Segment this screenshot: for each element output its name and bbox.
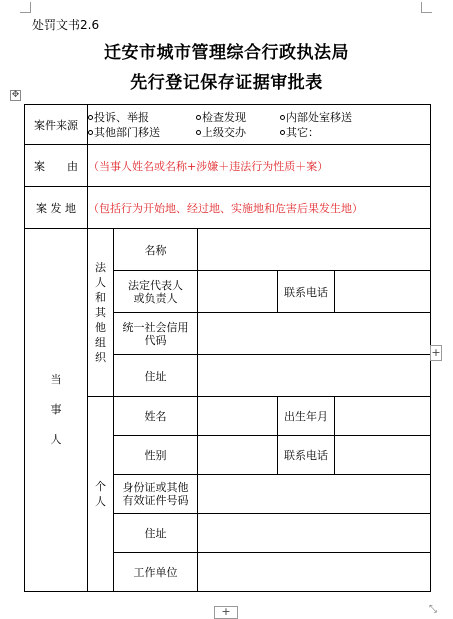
option-other[interactable]: 其它： [280, 125, 319, 140]
gender-label: 性别 [114, 436, 198, 475]
gender-field[interactable] [198, 436, 278, 475]
approval-form-table [24, 104, 431, 592]
row-case-source [25, 105, 431, 145]
org-phone-field[interactable] [335, 271, 431, 313]
case-location-label: 案 发 地 [25, 187, 88, 229]
id-number-label: 身份证或其他 有效证件号码 [114, 475, 198, 514]
add-column-button[interactable]: + [431, 346, 441, 359]
row-case-reason [25, 145, 431, 187]
document-title-form: 先行登记保存证据审批表 [130, 73, 323, 93]
person-name-label: 姓名 [114, 397, 198, 436]
legal-rep-label: 法定代表人 或负责人 [114, 271, 198, 313]
case-source-label: 案件来源 [25, 105, 88, 145]
birth-date-label: 出生年月 [278, 397, 335, 436]
row-case-location [25, 187, 431, 229]
person-phone-label: 联系电话 [278, 436, 335, 475]
table-move-handle-icon[interactable]: ✥ [11, 90, 20, 100]
case-reason-field[interactable]: （当事人姓名或名称+涉嫌＋违法行为性质＋案） [88, 145, 431, 187]
person-phone-field[interactable] [335, 436, 431, 475]
work-unit-label: 工作单位 [114, 553, 198, 592]
document-code: 处罚文书2.6 [32, 18, 100, 32]
work-unit-field[interactable] [198, 553, 431, 592]
case-reason-label: 案 由 [25, 145, 88, 187]
option-internal-transfer[interactable]: 内部处室移送 [280, 110, 352, 125]
org-group-label: 法 人 和 其 他 组 织 [88, 229, 114, 397]
page-corner-mark-left [20, 2, 31, 13]
person-group-label: 个 人 [88, 397, 114, 592]
person-address-label: 住址 [114, 514, 198, 553]
org-name-label: 名称 [114, 229, 198, 271]
org-phone-label: 联系电话 [278, 271, 335, 313]
org-address-field[interactable] [198, 355, 431, 397]
credit-code-field[interactable] [198, 313, 431, 355]
add-row-button[interactable]: + [214, 606, 238, 619]
row-org-name [25, 229, 431, 271]
party-label: 当 事 人 [25, 229, 88, 592]
person-name-field[interactable] [198, 397, 278, 436]
radio-bullet-icon [280, 130, 285, 135]
page-corner-mark-right [421, 2, 432, 13]
org-name-field[interactable] [198, 229, 431, 271]
radio-bullet-icon [280, 115, 285, 120]
id-number-field[interactable] [198, 475, 431, 514]
radio-bullet-icon [196, 130, 201, 135]
document-title-agency: 迁安市城市管理综合行政执法局 [104, 43, 349, 63]
radio-bullet-icon [88, 130, 93, 135]
case-source-options [88, 105, 431, 145]
option-complaint[interactable]: 投诉、举报 [88, 110, 196, 125]
org-address-label: 住址 [114, 355, 198, 397]
credit-code-label: 统一社会信用 代码 [114, 313, 198, 355]
option-inspection[interactable]: 检查发现 [196, 110, 280, 125]
radio-bullet-icon [88, 115, 93, 120]
legal-rep-field[interactable] [198, 271, 278, 313]
person-address-field[interactable] [198, 514, 431, 553]
radio-bullet-icon [196, 115, 201, 120]
birth-date-field[interactable] [335, 397, 431, 436]
option-other-department[interactable]: 其他部门移送 [88, 125, 196, 140]
case-location-field[interactable]: （包括行为开始地、经过地、实施地和危害后果发生地） [88, 187, 431, 229]
table-resize-icon[interactable]: ⤡ [429, 604, 437, 615]
option-superior-assigned[interactable]: 上级交办 [196, 125, 280, 140]
